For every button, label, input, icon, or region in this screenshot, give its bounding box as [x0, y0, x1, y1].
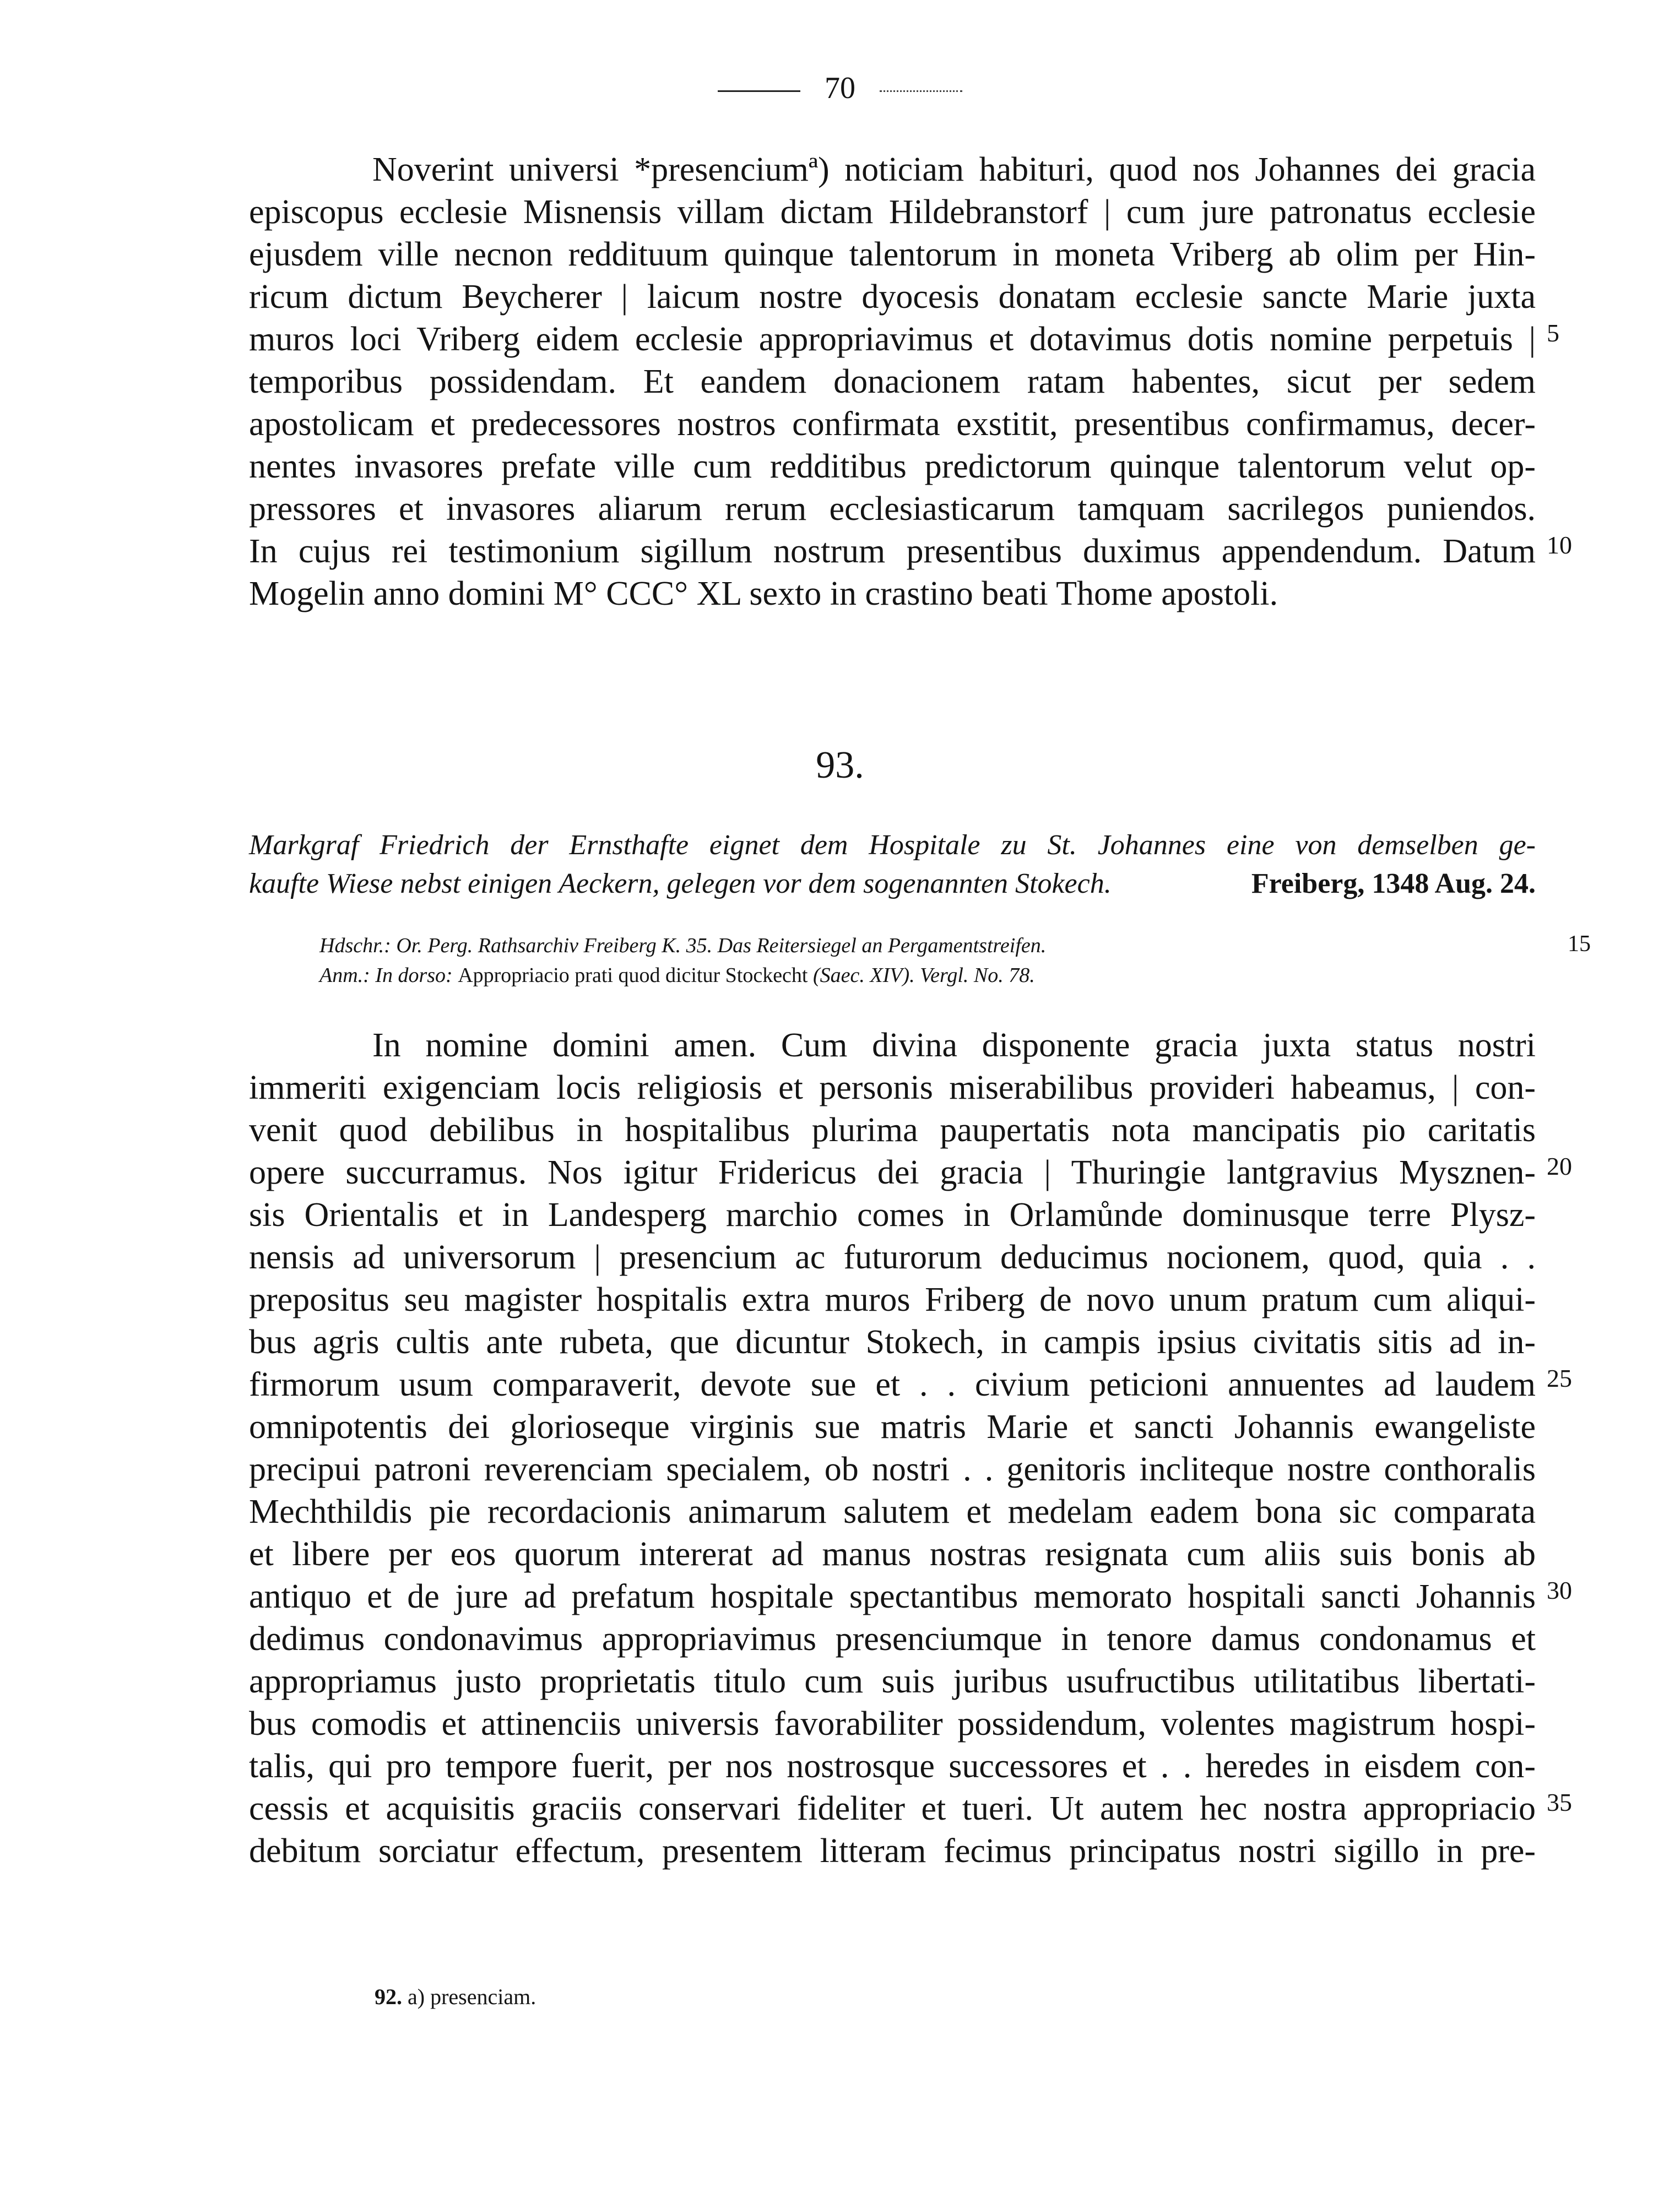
regest [249, 826, 1536, 903]
text-line: precipui patroni reverenciam specialem, ob nostri . . genitoris incliteque nostre conthoralis [249, 1451, 1536, 1488]
text-line: cessis et acquisitis graciis conservari fideliter et tueri. Ut autem hec nostra appropriacio [249, 1790, 1536, 1827]
apparatus-line [319, 931, 1536, 960]
regest-text: kaufte Wiese nebst einigen Aeckern, gelegen vor dem sogenannten Stokech. [249, 868, 1112, 899]
line-number: 25 [1547, 1364, 1572, 1392]
text-line: prepositus seu magister hospitalis extra muros Friberg de novo unum pratum cum aliqui- [249, 1281, 1536, 1318]
apparatus-line [319, 960, 1536, 990]
text-line: et libere per eos quorum intererat ad manus nostras resignata cum aliis suis bonis ab [249, 1535, 1536, 1573]
footnote-ref: 92. [375, 1984, 402, 2009]
apparatus [319, 931, 1591, 990]
text-line: nensis ad universorum | presencium ac futurorum deducimus nocionem, quod, quia . . [249, 1239, 1536, 1276]
text-line: Mogelin anno domini M° CCC° XL sexto in crastino beati Thome apostoli. [249, 575, 1278, 612]
line-number: 30 [1547, 1576, 1572, 1604]
footnote [375, 1984, 536, 2010]
text-line: firmorum usum comparaverit, devote sue et . . civium peticioni annuentes ad laudem [249, 1366, 1536, 1403]
line-number: 10 [1547, 531, 1572, 559]
apparatus-text: Or. Perg. Rathsarchiv Freiberg K. 35. Das Reitersiegel an Pergamentstreifen. [396, 934, 1047, 957]
apparatus-dorsal-note: Appropriacio prati quod dicitur Stockecht [458, 964, 808, 987]
text-line: muros loci Vriberg eidem ecclesie appropriavimus et dotavimus dotis nomine perpetuis | [249, 321, 1536, 358]
text-line: ricum dictum Beycherer | laicum nostre dyocesis donatam ecclesie sancte Marie juxta [249, 278, 1536, 316]
text-line: ejusdem ville necnon reddituum quinque talentorum in moneta Vriberg ab olim per Hin- [249, 236, 1536, 273]
apparatus-label: Hdschr.: [319, 934, 391, 957]
place-date: Freiberg, 1348 Aug. 24. [1251, 868, 1536, 899]
text-line: appropriamus justo proprietatis titulo cum suis juribus usufructibus utilitatibus libertati- [249, 1663, 1536, 1700]
doc92-text [249, 149, 1572, 615]
text-line: apostolicam et predecessores nostros confirmata exstitit, presentibus confirmamus, decer- [249, 405, 1536, 443]
text-line: episcopus ecclesie Misnensis villam dictam Hildebranstorf | cum jure patronatus ecclesie [249, 193, 1536, 231]
regest-line [249, 865, 1536, 903]
line-number: 5 [1547, 319, 1559, 347]
text-line: sis Orientalis et in Landesperg marchio comes in Orlamůnde dominusque terre Plysz- [249, 1196, 1536, 1234]
text-line: bus comodis et attinenciis universis favorabiliter possidendum, volentes magistrum hospi- [249, 1705, 1536, 1743]
text-line: opere succurramus. Nos igitur Fridericus dei gracia | Thuringie lantgravius Mysznen- [249, 1154, 1536, 1191]
text-line: temporibus possidendam. Et eandem donacionem ratam habentes, sicut per sedem [249, 363, 1536, 400]
line-number: 35 [1547, 1788, 1572, 1816]
text-line: talis, qui pro tempore fuerit, per nos nostrosque successores et . . heredes in eisdem con- [249, 1747, 1536, 1785]
text-line: debitum sorciatur effectum, presentem litteram fecimus principatus nostri sigillo in pre- [249, 1832, 1536, 1870]
text-line: omnipotentis dei glorioseque virginis sue matris Marie et sancti Johannis ewangeliste [249, 1408, 1536, 1446]
text-line: dedimus condonavimus appropriavimus presenciumque in tenore damus condonamus et [249, 1620, 1536, 1658]
page-number: 70 [825, 71, 855, 105]
apparatus-text: (Saec. XIV). Vergl. No. 78. [812, 964, 1035, 987]
doc93-text [249, 1024, 1572, 1873]
page-number-header [0, 70, 1680, 106]
regest-line: Markgraf Friedrich der Ernsthafte eignet dem Hospitale zu St. Johannes eine von demselben ge- [249, 829, 1536, 861]
text-line: venit quod debilibus in hospitalibus plurima paupertatis nota mancipatis pio caritatis [249, 1111, 1536, 1149]
header-rule-left [718, 90, 800, 92]
apparatus-label: Anm.: In dorso: [319, 964, 453, 987]
text-line: nentes invasores prefate ville cum redditibus predictorum quinque talentorum velut op- [249, 448, 1536, 485]
footnote-text: a) presenciam. [408, 1984, 536, 2009]
text-line: Noverint universi *presenciumª) noticiam habituri, quod nos Johannes dei gracia [372, 151, 1536, 188]
line-number: 15 [1568, 931, 1591, 957]
text-line: Mechthildis pie recordacionis animarum salutem et medelam eadem bona sic comparata [249, 1493, 1536, 1530]
text-line: antiquo et de jure ad prefatum hospitale spectantibus memorato hospitali sancti Johannis [249, 1578, 1536, 1615]
text-line: In nomine domini amen. Cum divina disponente gracia juxta status nostri [372, 1027, 1536, 1064]
header-rule-right [880, 90, 962, 92]
line-number: 20 [1547, 1152, 1572, 1180]
text-line: pressores et invasores aliarum rerum ecclesiasticarum tamquam sacrilegos puniendos. [249, 490, 1536, 528]
text-line: immeriti exigenciam locis religiosis et personis miserabilibus provideri habeamus, | con- [249, 1069, 1536, 1106]
document-number: 93. [816, 744, 864, 786]
text-line: In cujus rei testimonium sigillum nostrum presentibus duximus appendendum. Datum [249, 533, 1536, 570]
text-line: bus agris cultis ante rubeta, que dicuntur Stokech, in campis ipsius civitatis sitis ad in- [249, 1323, 1536, 1361]
